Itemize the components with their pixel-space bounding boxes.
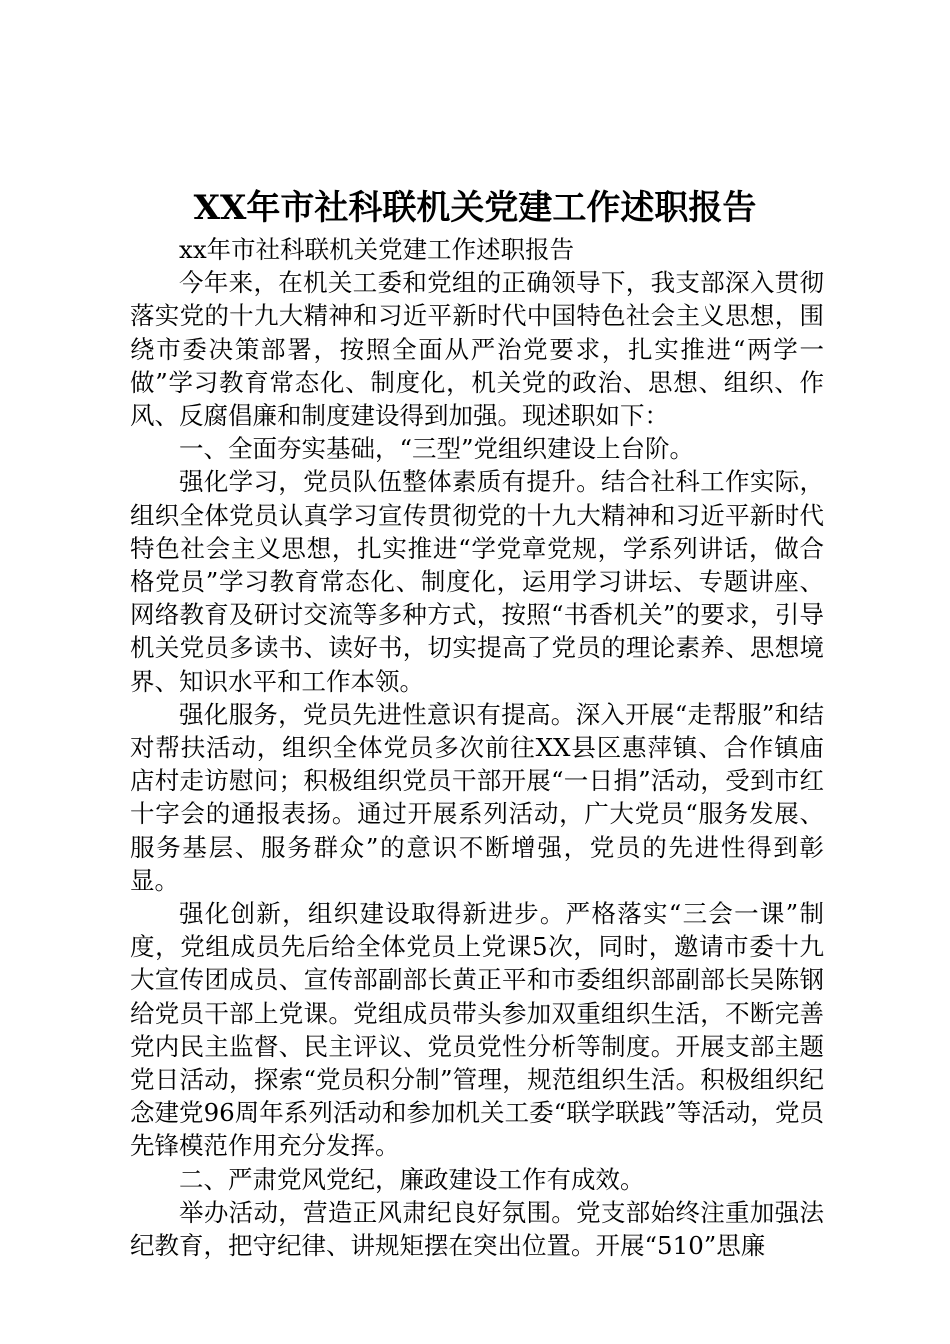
section-heading-1: 一、全面夯实基础，“三型”党组织建设上台阶。 <box>179 434 695 464</box>
document-body <box>130 233 824 1262</box>
paragraph-service: 强化服务，党员先进性意识有提高。深入开展“走帮服”和结对帮扶活动，组织全体党员多次前往XX县区惠萍镇、合作镇庙店村走访慰问；积极组织党员干部开展“一日捐”活动，受到市红十字会的通报表扬。通过开展系列活动，广大党员“服务发展、服务基层、服务群众”的意识不断增强，党员的先进性得到彰显。 <box>130 699 824 895</box>
paragraph-innovation: 强化创新，组织建设取得新进步。严格落实“三会一课”制度，党组成员先后给全体党员上党课5次，同时，邀请市委十九大宣传团成员、宣传部副部长黄正平和市委组织部副部长吴陈钢给党员干部上党课。党组成员带头参加双重组织生活，不断完善党内民主监督、民主评议、党员党性分析等制度。开展支部主题党日活动，探索“党员积分制”管理，规范组织生活。积极组织纪念建党96周年系列活动和参加机关工委“联学联践”等活动，党员先锋模范作用充分发挥。 <box>130 899 824 1161</box>
section-heading-2: 二、严肃党风党纪，廉政建设工作有成效。 <box>179 1164 645 1194</box>
document-title: XX年市社科联机关党建工作述职报告 <box>193 188 757 228</box>
paragraph-intro: 今年来，在机关工委和党组的正确领导下，我支部深入贯彻落实党的十九大精神和习近平新时代中国特色社会主义思想，围绕市委决策部署，按照全面从严治党要求，扎实推进“两学一做”学习教育常态化、制度化，机关党的政治、思想、组织、作风、反腐倡廉和制度建设得到加强。现述职如下： <box>130 268 824 431</box>
paragraph-study: 强化学习，党员队伍整体素质有提升。结合社科工作实际，组织全体党员认真学习宣传贯彻党的十九大精神和习近平新时代特色社会主义思想，扎实推进“学党章党规，学系列讲话，做合格党员”学习教育常态化、制度化，运用学习讲坛、专题讲座、网络教育及研讨交流等多种方式，按照“书香机关”的要求，引导机关党员多读书、读好书，切实提高了党员的理论素养、思想境界、知识水平和工作本领。 <box>130 467 824 696</box>
paragraph-subtitle: xx年市社科联机关党建工作述职报告 <box>179 235 575 264</box>
paragraph-activities: 举办活动，营造正风肃纪良好氛围。党支部始终注重加强法纪教育，把守纪律、讲规矩摆在突出位置。开展“510”思廉 <box>130 1197 824 1261</box>
